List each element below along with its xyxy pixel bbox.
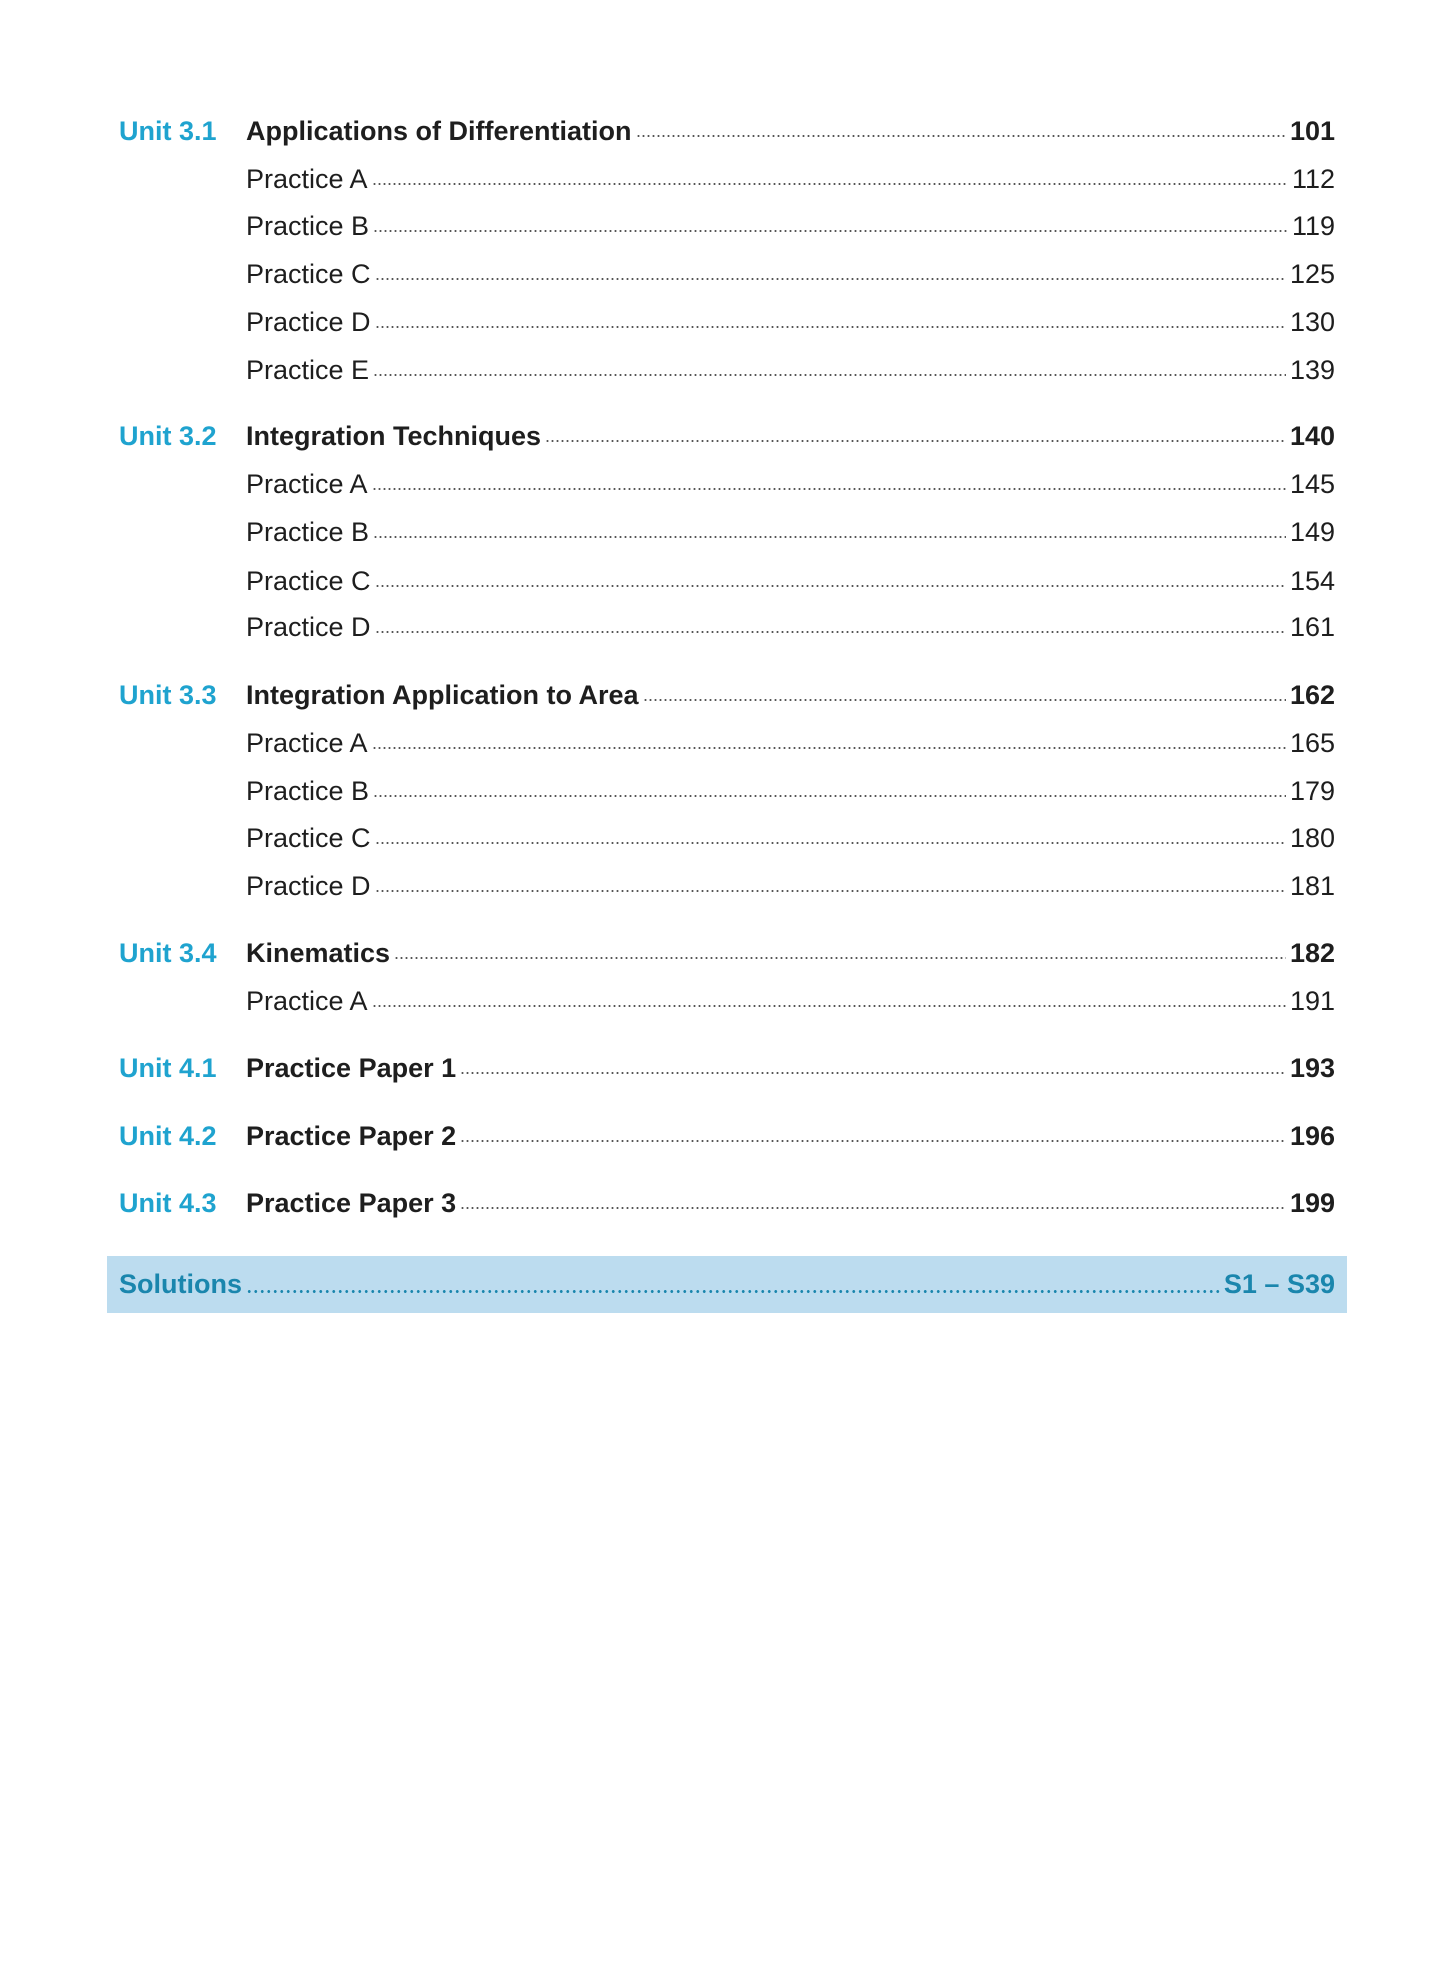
page-number: 180 <box>1289 822 1335 853</box>
page-number: 101 <box>1289 115 1335 146</box>
toc-entry-practice[interactable] <box>119 254 1335 294</box>
dot-leader <box>373 795 1286 797</box>
dot-leader <box>375 278 1286 280</box>
dot-leader <box>394 957 1286 959</box>
entry-title: Practice A <box>246 727 368 758</box>
page-number: 125 <box>1289 258 1335 289</box>
page-number: 181 <box>1289 870 1335 901</box>
page-number: 199 <box>1289 1187 1335 1218</box>
unit-number: Unit 4.1 <box>119 1052 217 1083</box>
unit-number: Unit 3.4 <box>119 937 217 968</box>
page-number: 179 <box>1289 775 1335 806</box>
unit-number: Unit 3.3 <box>119 679 217 710</box>
entry-title: Practice A <box>246 468 368 499</box>
toc-entry-unit-4-1[interactable] <box>119 1048 1335 1088</box>
entry-title: Practice B <box>246 516 370 547</box>
toc-entry-practice[interactable] <box>119 607 1335 647</box>
entry-title: Practice C <box>246 565 371 596</box>
dot-leader <box>460 1072 1286 1074</box>
dot-leader <box>375 842 1286 844</box>
toc-entry-practice[interactable] <box>119 206 1335 246</box>
dot-leader <box>372 488 1286 490</box>
dot-leader <box>375 890 1286 892</box>
toc-entry-unit-3-2[interactable] <box>119 416 1335 456</box>
entry-title: Practice Paper 2 <box>246 1120 457 1151</box>
page-number: 154 <box>1289 565 1335 596</box>
entry-title: Practice E <box>246 354 370 385</box>
dot-leader <box>372 183 1288 185</box>
entry-title: Kinematics <box>246 937 391 968</box>
entry-title: Practice Paper 1 <box>246 1052 457 1083</box>
dot-leader <box>373 536 1286 538</box>
toc-entry-unit-3-4[interactable] <box>119 933 1335 973</box>
entry-title: Practice B <box>246 775 370 806</box>
page-number: 112 <box>1291 163 1335 194</box>
entry-title: Practice A <box>246 163 368 194</box>
dot-leader <box>375 326 1286 328</box>
page-number: 149 <box>1289 516 1335 547</box>
unit-number: Unit 3.2 <box>119 420 217 451</box>
entry-title: Integration Techniques <box>246 420 542 451</box>
toc-entry-practice[interactable] <box>119 302 1335 342</box>
solutions-pages: S1 – S39 <box>1223 1269 1335 1299</box>
page-number: 182 <box>1289 937 1335 968</box>
toc-entry-practice[interactable] <box>119 464 1335 504</box>
toc-entry-practice[interactable] <box>119 723 1335 763</box>
page-number: 193 <box>1289 1052 1335 1083</box>
page-number: 140 <box>1289 420 1335 451</box>
page-number: 165 <box>1289 727 1335 758</box>
toc-entry-practice[interactable] <box>119 818 1335 858</box>
toc-entry-practice[interactable] <box>119 561 1335 601</box>
toc-entry-unit-3-1[interactable] <box>119 111 1335 151</box>
dot-leader <box>375 585 1286 587</box>
unit-number: Unit 4.2 <box>119 1120 217 1151</box>
toc-entry-practice[interactable] <box>119 866 1335 906</box>
page-number: 145 <box>1289 468 1335 499</box>
page-number: 162 <box>1289 679 1335 710</box>
page-number: 139 <box>1289 354 1335 385</box>
entry-title: Practice C <box>246 822 371 853</box>
solutions-label: Solutions <box>119 1269 242 1299</box>
dot-leader <box>372 747 1286 749</box>
page-number: 130 <box>1289 306 1335 337</box>
dot-leader <box>643 699 1286 701</box>
toc-entry-practice[interactable] <box>119 512 1335 552</box>
dot-leader <box>460 1207 1286 1209</box>
page-number: 191 <box>1289 985 1335 1016</box>
toc-entry-solutions[interactable] <box>107 1256 1347 1313</box>
page-number: 196 <box>1289 1120 1335 1151</box>
toc-entry-unit-3-3[interactable] <box>119 675 1335 715</box>
toc-entry-unit-4-2[interactable] <box>119 1116 1335 1156</box>
dot-leader <box>375 631 1286 633</box>
page-number: 119 <box>1291 210 1335 241</box>
entry-title: Practice Paper 3 <box>246 1187 457 1218</box>
toc-entry-practice[interactable] <box>119 771 1335 811</box>
entry-title: Applications of Differentiation <box>246 115 632 146</box>
unit-number: Unit 3.1 <box>119 115 217 146</box>
toc-entry-practice[interactable] <box>119 159 1335 199</box>
dot-leader <box>372 1005 1286 1007</box>
entry-title: Practice C <box>246 258 371 289</box>
entry-title: Integration Application to Area <box>246 679 639 710</box>
toc-entry-unit-4-3[interactable] <box>119 1183 1335 1223</box>
entry-title: Practice A <box>246 985 368 1016</box>
entry-title: Practice D <box>246 306 371 337</box>
unit-number: Unit 4.3 <box>119 1187 217 1218</box>
toc-entry-practice[interactable] <box>119 981 1335 1021</box>
entry-title: Practice B <box>246 210 370 241</box>
dot-leader <box>373 230 1288 232</box>
dot-leader <box>460 1140 1286 1142</box>
dot-leader <box>373 374 1286 376</box>
entry-title: Practice D <box>246 870 371 901</box>
entry-title: Practice D <box>246 611 371 642</box>
page-number: 161 <box>1289 611 1335 642</box>
dot-leader <box>246 1290 1220 1293</box>
dot-leader <box>636 135 1286 137</box>
dot-leader <box>545 440 1286 442</box>
toc-entry-practice[interactable] <box>119 350 1335 390</box>
